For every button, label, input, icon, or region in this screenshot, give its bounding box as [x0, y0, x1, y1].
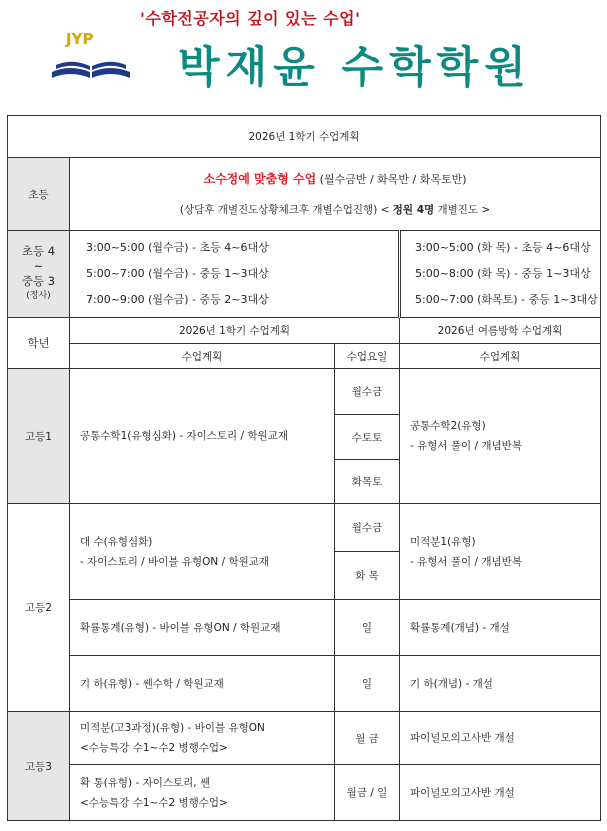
high2-row — [8, 656, 601, 712]
class-day-header: 수업요일 — [335, 344, 400, 369]
schedule-label-line1: 초등 4 — [21, 244, 56, 258]
high2-summer-line2: - 유형서 풀이 / 개념반복 — [410, 555, 522, 568]
academy-name: 박재윤 수학학원 — [178, 43, 532, 93]
high2-algebra — [70, 504, 335, 600]
schedule-label-line2: ~ — [33, 259, 44, 273]
high2-row — [8, 600, 601, 656]
high3-summer: 파이널모의고사반 개설 — [400, 765, 601, 821]
high3-calculus — [70, 712, 335, 765]
header — [0, 0, 607, 112]
high3-day: 월금 / 일 — [335, 765, 400, 821]
schedule-right-item: 5:00~7:00 (화목토) - 중등 1~3대상 — [415, 293, 598, 306]
high2-day: 화 목 — [335, 552, 400, 600]
high1-summer — [400, 369, 601, 504]
high2-label: 고등2 — [8, 504, 70, 712]
elementary-note-post: 개별진도 > — [434, 203, 491, 216]
elementary-headline-rest: (월수금반 / 화목반 / 화목토반) — [316, 172, 467, 186]
high2-day: 일 — [335, 600, 400, 656]
high2-algebra-line2: - 자이스토리 / 바이블 유형ON / 학원교재 — [80, 555, 270, 568]
high3-summer: 파이널모의고사반 개설 — [400, 712, 601, 765]
header-row-1 — [8, 318, 601, 344]
schedule-right-item: 5:00~8:00 (화 목) - 중등 1~3대상 — [415, 267, 591, 280]
high3-calculus-line2: <수능특강 수1~수2 병행수업> — [80, 742, 228, 754]
high1-day: 월수금 — [335, 369, 400, 415]
elementary-row — [8, 158, 601, 231]
page-title: 2026년 1학기 수업계획 — [8, 116, 601, 158]
high3-probability — [70, 765, 335, 821]
high1-row — [8, 369, 601, 415]
high2-row — [8, 504, 601, 552]
high2-day: 일 — [335, 656, 400, 712]
summer-class-plan-header: 수업계획 — [400, 344, 601, 369]
high1-summer-line1: 공통수학2(유형) — [410, 420, 486, 432]
high3-row — [8, 712, 601, 765]
summer-plan-header: 2026년 여름방학 수업계획 — [400, 318, 601, 344]
high3-probability-line2: <수능특강 수1~수2 병행수업> — [80, 796, 228, 809]
high3-row — [8, 765, 601, 821]
high2-algebra-line1: 대 수(유형심화) — [80, 535, 153, 548]
high3-day: 월 금 — [335, 712, 400, 765]
schedule-right-item: 3:00~5:00 (화 목) - 초등 4~6대상 — [415, 241, 591, 254]
title-row — [8, 116, 601, 158]
high1-plan: 공통수학1(유형심화) - 자이스토리 / 학원교재 — [70, 369, 335, 504]
high3-label: 고등3 — [8, 712, 70, 821]
high2-summer — [400, 504, 601, 600]
schedule-left-item: 5:00~7:00 (월수금) - 중등 1~3대상 — [86, 267, 269, 280]
grade-header: 학년 — [8, 318, 70, 369]
schedule-left — [70, 231, 400, 318]
schedule-left-item: 7:00~9:00 (월수금) - 중등 2~3대상 — [86, 293, 269, 306]
elementary-headline-red: 소수정예 맞춤형 수업 — [203, 171, 317, 186]
schedule-right — [400, 231, 601, 318]
elementary-note-pre: (상담후 개별진도상황체크후 개별수업진행) < — [179, 203, 393, 216]
elementary-info — [70, 158, 601, 231]
high3-probability-line1: 확 통(유형) - 자이스토리, 쎈 — [80, 776, 211, 789]
header-row-2 — [8, 344, 601, 369]
high1-label: 고등1 — [8, 369, 70, 504]
schedule-label-line3: 중등 3 — [21, 274, 56, 288]
schedule-left-item: 3:00~5:00 (월수금) - 초등 4~6대상 — [86, 241, 269, 254]
high2-probability: 확률통계(유형) - 바이블 유형ON / 학원교재 — [70, 600, 335, 656]
high1-day: 수토토 — [335, 415, 400, 460]
curriculum-table — [7, 115, 601, 821]
high2-summer-line1: 미적분1(유형) — [410, 535, 476, 548]
semester-plan-header: 2026년 1학기 수업계획 — [70, 318, 400, 344]
high1-summer-line2: - 유형서 풀이 / 개념반복 — [410, 440, 522, 452]
schedule-label — [8, 231, 70, 318]
high2-day: 월수금 — [335, 504, 400, 552]
logo-text: JYP — [66, 30, 94, 48]
high1-day: 화목토 — [335, 460, 400, 504]
schedule-label-line4: (정사) — [26, 291, 51, 301]
slogan: '수학전공자의 깊이 있는 수업' — [140, 9, 361, 28]
schedule-row — [8, 231, 601, 318]
high3-calculus-line1: 미적분(고3과정)(유형) - 바이블 유형ON — [80, 722, 265, 734]
high2-geometry-summer: 기 하(개념) - 개설 — [400, 656, 601, 712]
high2-geometry: 기 하(유형) - 쎈수학 / 학원교재 — [70, 656, 335, 712]
high2-probability-summer: 확률통계(개념) - 개설 — [400, 600, 601, 656]
elementary-label: 초등 — [8, 158, 70, 231]
elementary-note-bold: 정원 4명 — [392, 203, 435, 216]
class-plan-header: 수업계획 — [70, 344, 335, 369]
